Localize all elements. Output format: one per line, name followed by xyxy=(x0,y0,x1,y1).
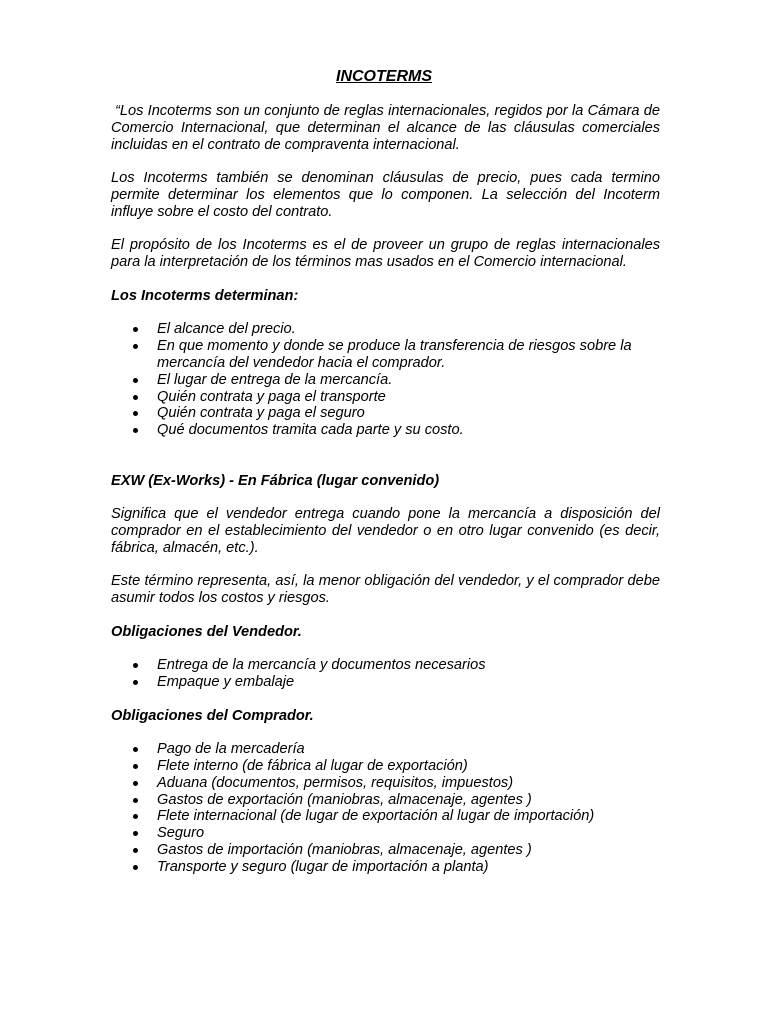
comprador-list xyxy=(111,741,660,875)
list-item xyxy=(111,321,660,338)
list-item-text: Quién contrata y paga el transporte xyxy=(157,388,386,405)
bullet-icon xyxy=(133,395,138,400)
document-body xyxy=(111,103,660,892)
bullet-icon xyxy=(133,865,138,870)
bullet-icon xyxy=(133,848,138,853)
list-item-text: Aduana (documentos, permisos, requisitos, impuestos) xyxy=(157,774,514,791)
list-item xyxy=(111,674,660,691)
list-item-text: Gastos de exportación (maniobras, almacenaje, agentes ) xyxy=(157,791,532,808)
bullet-icon xyxy=(133,798,138,803)
list-item xyxy=(111,338,660,372)
determinan-list xyxy=(111,321,660,439)
intro-paragraph: Los Incoterms también se denominan cláusulas de precio, pues cada termino permite determinar los elementos que lo componen. La selección del Incoterm influye sobre el costo del contrato. xyxy=(111,170,660,220)
list-item xyxy=(111,792,660,809)
list-item xyxy=(111,859,660,876)
list-item xyxy=(111,775,660,792)
list-item-text: Entrega de la mercancía y documentos necesarios xyxy=(157,657,486,674)
list-item-text: Pago de la mercadería xyxy=(157,741,305,758)
list-item-text: Quién contrata y paga el seguro xyxy=(157,405,365,422)
spacer xyxy=(111,456,660,473)
exw-heading: EXW (Ex-Works) - En Fábrica (lugar convenido) xyxy=(111,472,440,489)
list-item xyxy=(111,808,660,825)
list-item-text: Flete interno (de fábrica al lugar de exportación) xyxy=(157,758,468,775)
document-title: INCOTERMS xyxy=(336,68,432,85)
intro-paragraph: El propósito de los Incoterms es el de proveer un grupo de reglas internacionales para la interpretación de los términos mas usados en el Comercio internacional. xyxy=(111,237,660,271)
bullet-icon xyxy=(133,814,138,819)
list-item-text: Transporte y seguro (lugar de importación a planta) xyxy=(157,858,489,875)
comprador-heading: Obligaciones del Comprador. xyxy=(111,707,314,724)
bullet-icon xyxy=(133,344,138,349)
list-item xyxy=(111,825,660,842)
list-item-text: Flete internacional (de lugar de exportación al lugar de importación) xyxy=(157,808,595,825)
list-item-text: El alcance del precio. xyxy=(157,321,296,338)
list-item xyxy=(111,842,660,859)
exw-paragraph: Significa que el vendedor entrega cuando pone la mercancía a disposición del comprador en el establecimiento del vendedor o en otro lugar convenido (es decir, fábrica, almacén, etc.). xyxy=(111,506,660,556)
list-item xyxy=(111,372,660,389)
list-item xyxy=(111,657,660,674)
determinan-heading: Los Incoterms determinan: xyxy=(111,287,299,304)
bullet-icon xyxy=(133,680,138,685)
list-item-text: Empaque y embalaje xyxy=(157,674,295,691)
list-item xyxy=(111,389,660,406)
bullet-icon xyxy=(133,327,138,332)
vendedor-heading: Obligaciones del Vendedor. xyxy=(111,623,302,640)
vendedor-list xyxy=(111,657,660,691)
bullet-icon xyxy=(133,764,138,769)
bullet-icon xyxy=(133,663,138,668)
list-item-text: En que momento y donde se produce la transferencia de riesgos sobre la mercancía del vendedor hacia el comprador. xyxy=(157,338,632,371)
list-item-text: Qué documentos tramita cada parte y su costo. xyxy=(157,422,464,439)
list-item xyxy=(111,405,660,422)
list-item-text: Gastos de importación (maniobras, almacenaje, agentes ) xyxy=(157,842,532,859)
bullet-icon xyxy=(133,781,138,786)
list-item xyxy=(111,422,660,439)
bullet-icon xyxy=(133,428,138,433)
list-item xyxy=(111,758,660,775)
intro-paragraph: “Los Incoterms son un conjunto de reglas internacionales, regidos por la Cámara de Comercio Internacional, que determinan el alcance de las cláusulas comerciales incluidas en el contrato de compraventa internacional. xyxy=(111,103,660,153)
bullet-icon xyxy=(133,747,138,752)
list-item-text: Seguro xyxy=(157,825,205,842)
list-item xyxy=(111,741,660,758)
bullet-icon xyxy=(133,378,138,383)
bullet-icon xyxy=(133,411,138,416)
list-item-text: El lugar de entrega de la mercancía. xyxy=(157,371,393,388)
bullet-icon xyxy=(133,831,138,836)
exw-paragraph: Este término representa, así, la menor obligación del vendedor, y el comprador debe asumir todos los costos y riesgos. xyxy=(111,573,660,607)
